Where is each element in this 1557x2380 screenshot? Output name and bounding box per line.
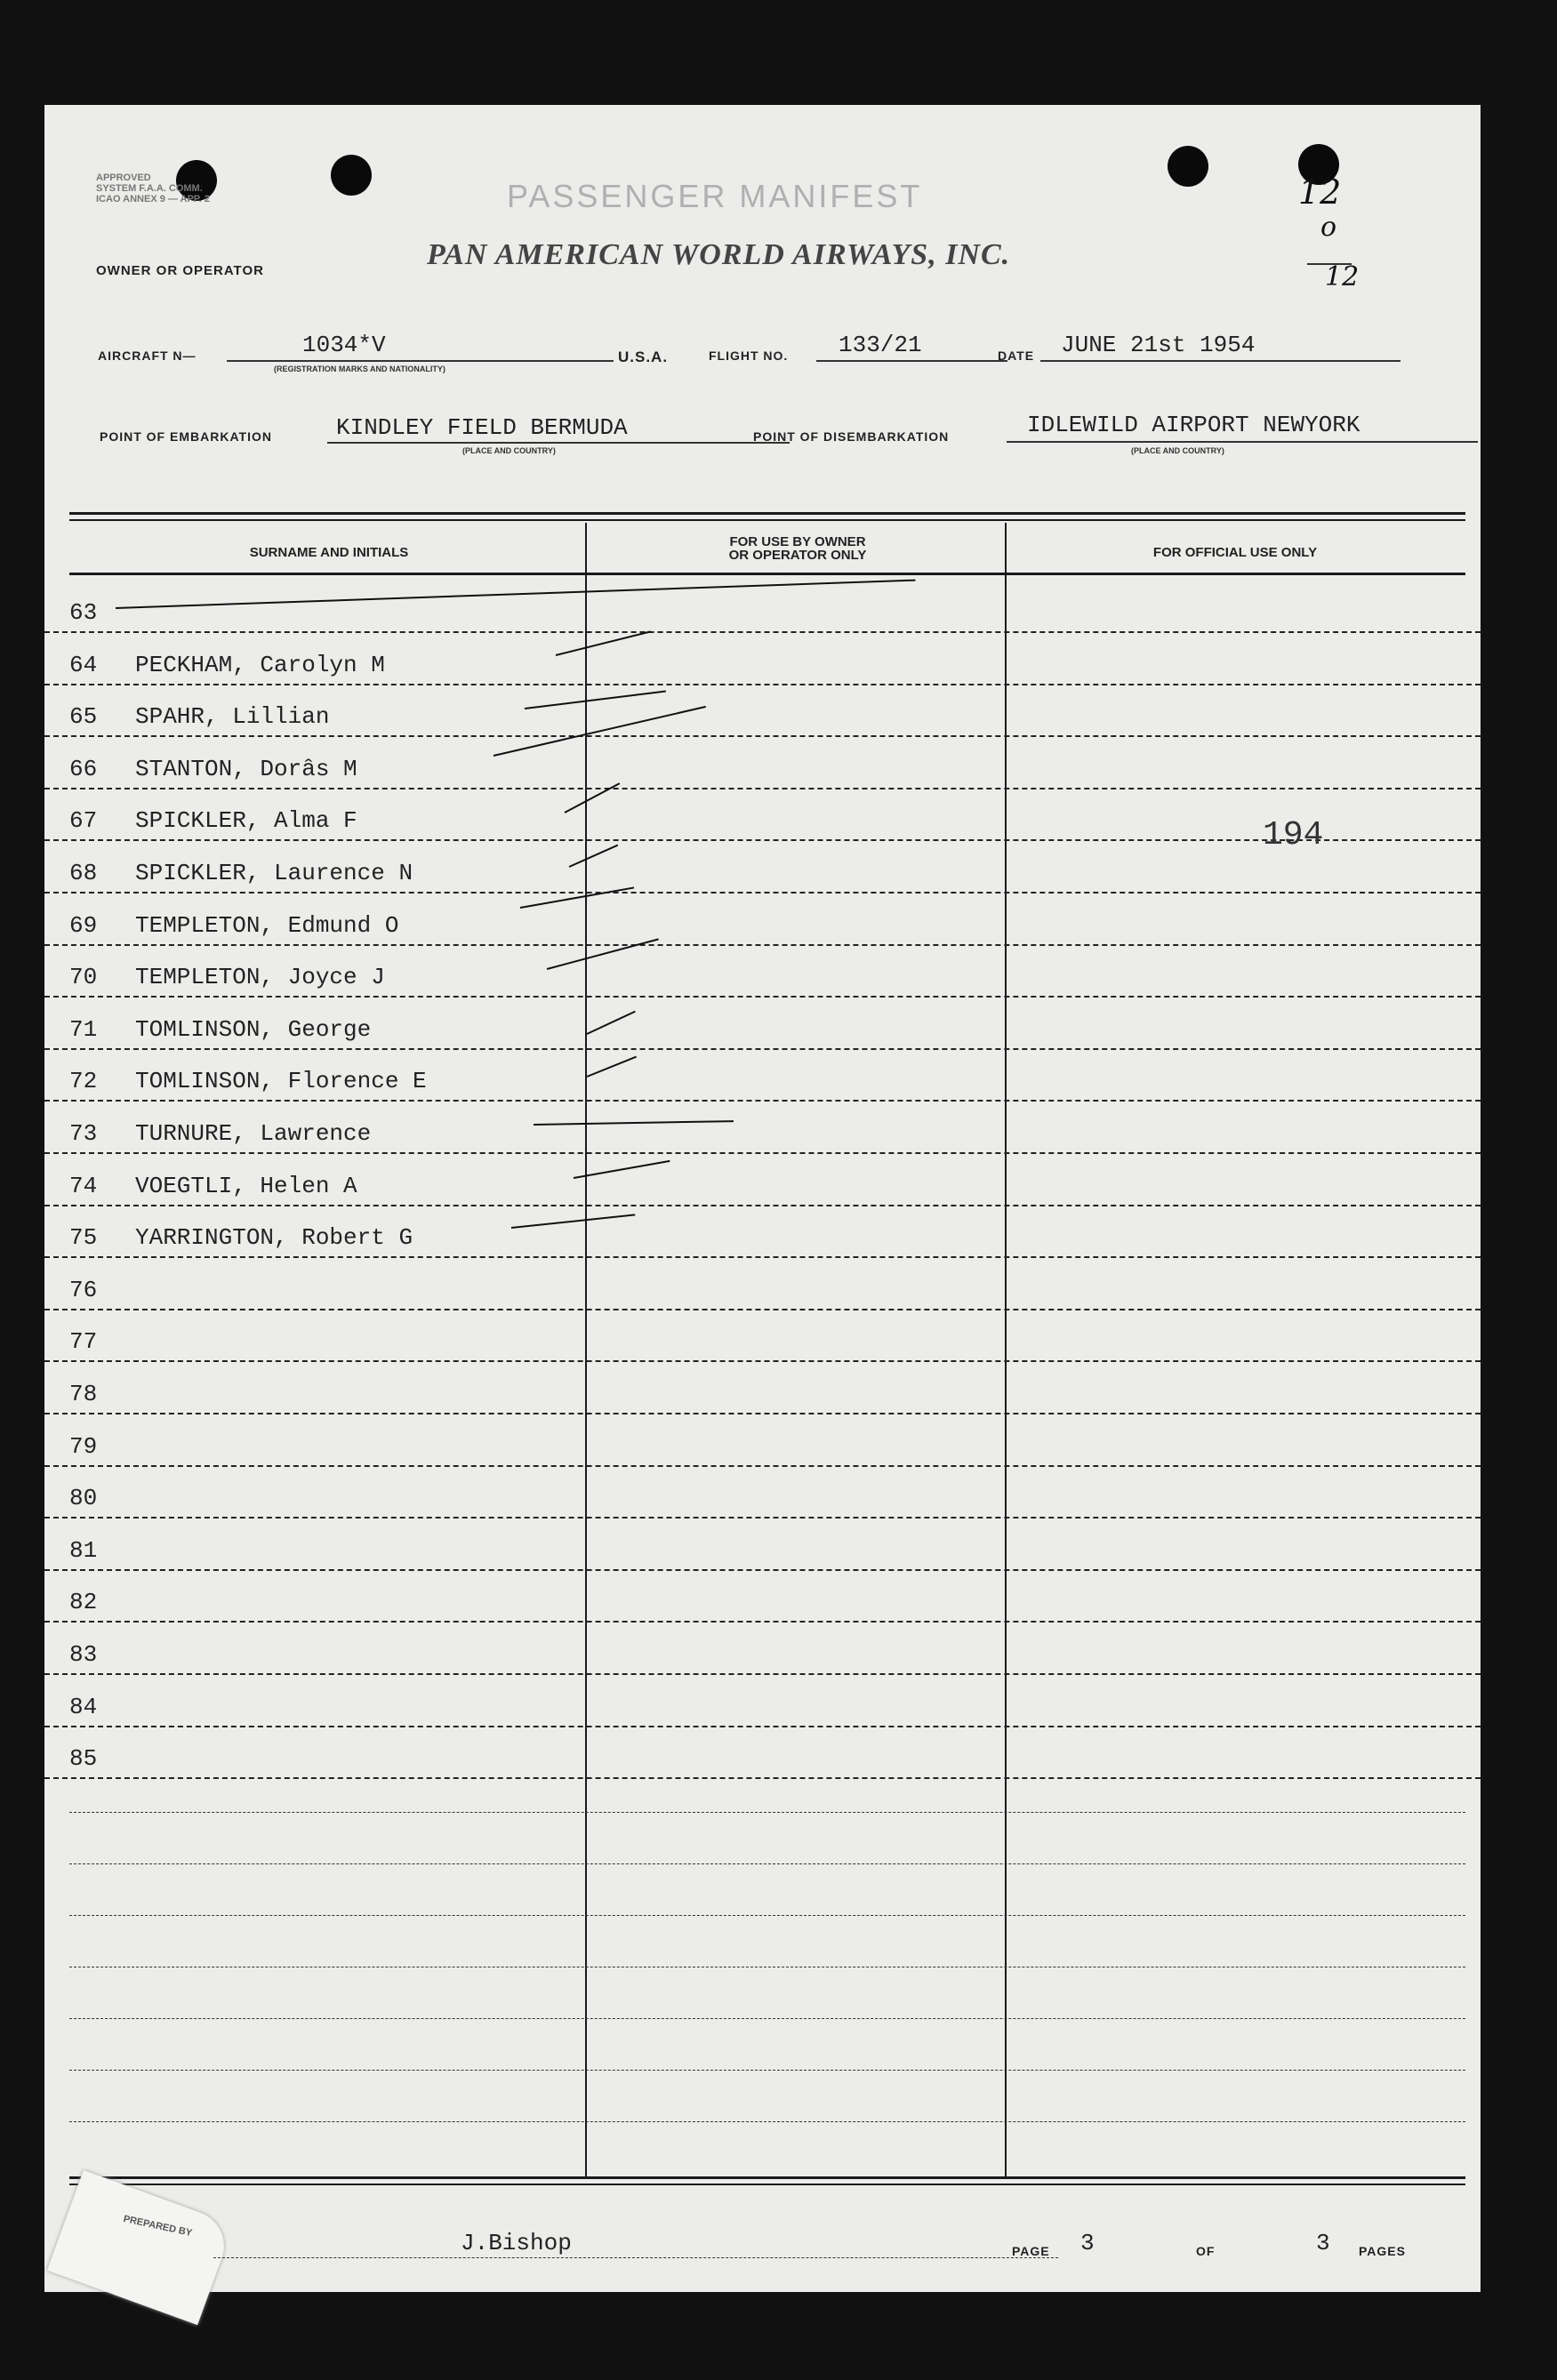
check-mark — [569, 845, 619, 868]
passenger-name: VOEGTLI, Helen A — [135, 1172, 357, 1199]
row-rule — [44, 1724, 1481, 1727]
row-number: 64 — [69, 651, 98, 678]
extra-rule — [69, 1863, 1465, 1864]
header-double-rule — [69, 512, 1465, 515]
passenger-name: TEMPLETON, Joyce J — [135, 964, 385, 991]
row-number: 77 — [69, 1328, 98, 1356]
row-number: 74 — [69, 1172, 98, 1199]
page-value: 3 — [1080, 2230, 1095, 2256]
annotation-stroke — [116, 580, 916, 609]
passenger-name: TOMLINSON, George — [135, 1015, 372, 1043]
torn-corner — [47, 2170, 234, 2325]
prepared-by-label: PREPARED BY — [122, 2213, 194, 2240]
passenger-name: SPICKLER, Alma F — [135, 807, 357, 835]
extra-rule — [69, 1811, 1465, 1813]
passenger-name: TURNURE, Lawrence — [135, 1120, 372, 1147]
row-number: 70 — [69, 964, 98, 991]
pages-label: PAGES — [1359, 2244, 1406, 2258]
registration-caption: (REGISTRATION MARKS AND NATIONALITY) — [274, 365, 445, 373]
date-label: DATE — [998, 349, 1035, 363]
row-number: 81 — [69, 1536, 98, 1564]
row-number: 71 — [69, 1015, 98, 1043]
check-mark — [574, 1160, 670, 1179]
check-mark — [587, 1011, 636, 1035]
flight-value: 133/21 — [839, 332, 922, 358]
footer-double-rule — [69, 2184, 1465, 2185]
row-rule — [44, 1671, 1481, 1675]
row-rule — [44, 1619, 1481, 1623]
of-value: 3 — [1316, 2230, 1330, 2256]
punch-hole — [331, 155, 372, 196]
check-mark — [511, 1214, 635, 1229]
row-number: 69 — [69, 911, 98, 939]
row-rule — [44, 1463, 1481, 1467]
official-number-stamp: 194 — [1263, 816, 1324, 854]
aircraft-label: AIRCRAFT N— — [98, 349, 197, 363]
row-number: 85 — [69, 1745, 98, 1773]
aircraft-value: 1034*V — [302, 332, 386, 358]
row-number: 66 — [69, 755, 98, 782]
approval-stamp: APPROVED SYSTEM F.A.A. COMM. ICAO ANNEX 9 — APP. 2 — [96, 172, 210, 204]
row-rule — [44, 629, 1481, 633]
passenger-name: STANTON, Dorâs M — [135, 755, 357, 782]
embarkation-caption: (PLACE AND COUNTRY) — [462, 446, 556, 455]
row-rule — [44, 890, 1481, 894]
extra-rule — [69, 1914, 1465, 1916]
row-number: 79 — [69, 1432, 98, 1460]
row-rule — [44, 1567, 1481, 1571]
row-rule — [44, 1515, 1481, 1519]
header-double-rule — [69, 519, 1465, 521]
embarkation-underline — [327, 442, 790, 444]
owner-operator-label: OWNER OR OPERATOR — [96, 263, 264, 278]
extra-rule — [69, 2120, 1465, 2122]
col-owner-header: FOR USE BY OWNER OR OPERATOR ONLY — [728, 534, 867, 563]
usa-label: U.S.A. — [618, 349, 669, 365]
row-rule — [44, 1775, 1481, 1779]
passenger-name: YARRINGTON, Robert G — [135, 1224, 413, 1252]
extra-rule — [69, 2069, 1465, 2071]
check-mark — [534, 1120, 734, 1126]
aircraft-underline — [227, 360, 614, 362]
passenger-name: SPICKLER, Laurence N — [135, 860, 413, 886]
row-number: 78 — [69, 1381, 98, 1407]
row-number: 63 — [69, 599, 98, 626]
date-value: JUNE 21st 1954 — [1061, 332, 1256, 358]
row-number: 72 — [69, 1068, 98, 1095]
row-rule — [44, 682, 1481, 685]
extra-rule — [69, 1966, 1465, 1967]
page-label: PAGE — [1012, 2244, 1050, 2258]
date-underline — [1040, 360, 1400, 362]
handwritten-page-bottom: 12 — [1325, 261, 1360, 292]
row-rule — [44, 994, 1481, 998]
handwritten-page-mid: o — [1320, 212, 1337, 243]
row-number: 80 — [69, 1485, 98, 1512]
manifest-sheet — [44, 105, 1481, 2292]
passenger-name: TOMLINSON, Florence E — [135, 1068, 427, 1095]
row-number: 76 — [69, 1276, 98, 1303]
row-rule — [44, 1098, 1481, 1102]
row-number: 82 — [69, 1589, 98, 1616]
row-rule — [44, 1358, 1481, 1362]
col-official-header: FOR OFFICIAL USE ONLY — [1152, 545, 1318, 560]
passenger-name: SPAHR, Lillian — [135, 703, 330, 731]
prepared-by-underline — [213, 2256, 1058, 2258]
row-rule — [44, 942, 1481, 946]
col-surname-header: SURNAME AND INITIALS — [249, 545, 409, 560]
of-label: OF — [1196, 2244, 1216, 2258]
row-number: 84 — [69, 1693, 98, 1720]
flight-underline — [816, 360, 1007, 362]
airline-name: PAN AMERICAN WORLD AIRWAYS, INC. — [427, 238, 1011, 271]
row-number: 83 — [69, 1641, 98, 1668]
disembarkation-underline — [1007, 441, 1478, 443]
embarkation-value: KINDLEY FIELD BERMUDA — [336, 414, 628, 441]
row-number: 65 — [69, 703, 98, 731]
disembarkation-caption: (PLACE AND COUNTRY) — [1131, 446, 1224, 455]
row-rule — [44, 1411, 1481, 1414]
passenger-name: PECKHAM, Carolyn M — [135, 651, 385, 678]
prepared-by-value: J.Bishop — [461, 2230, 572, 2256]
disembarkation-value: IDLEWILD AIRPORT NEWYORK — [1027, 412, 1360, 438]
punch-hole — [1168, 146, 1208, 187]
check-mark — [525, 691, 666, 709]
footer-double-rule — [69, 2176, 1465, 2179]
row-number: 73 — [69, 1120, 98, 1147]
row-rule — [44, 786, 1481, 789]
form-title: PASSENGER MANIFEST — [507, 178, 923, 214]
header-bottom-rule — [69, 573, 1465, 575]
check-mark — [494, 706, 706, 757]
row-rule — [44, 1046, 1481, 1050]
extra-rule — [69, 2017, 1465, 2019]
row-number: 68 — [69, 860, 98, 886]
row-rule — [44, 1307, 1481, 1310]
col-divider-right — [1005, 523, 1007, 2178]
handwritten-page-top: 12 — [1298, 172, 1342, 212]
flight-label: FLIGHT NO. — [709, 349, 789, 363]
row-rule — [44, 733, 1481, 737]
row-number: 67 — [69, 807, 98, 835]
row-rule — [44, 1254, 1481, 1258]
passenger-name: TEMPLETON, Edmund O — [135, 911, 399, 939]
check-mark — [587, 1056, 637, 1078]
row-rule — [44, 1150, 1481, 1154]
row-rule — [44, 1203, 1481, 1206]
col-divider-left — [585, 523, 587, 2178]
row-number: 75 — [69, 1224, 98, 1252]
disembarkation-label: POINT OF DISEMBARKATION — [753, 429, 950, 444]
check-mark — [556, 630, 651, 656]
embarkation-label: POINT OF EMBARKATION — [100, 429, 272, 444]
